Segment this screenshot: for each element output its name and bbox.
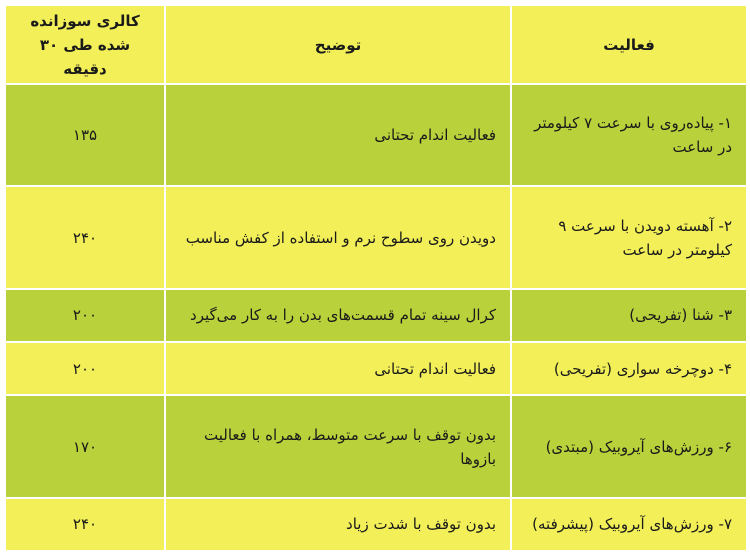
activity-cell: ۷- ورزش‌های آیروبیک (پیشرفته) — [511, 498, 747, 551]
description-cell: دویدن روی سطوح نرم و استفاده از کفش مناسب — [165, 186, 511, 288]
description-cell: بدون توقف با شدت زیاد — [165, 498, 511, 551]
table-row — [5, 84, 747, 186]
calories-cell: ۱۳۵ — [5, 84, 165, 186]
calories-cell: ۲۴۰ — [5, 498, 165, 551]
header-calories: کالری سوزانده شده طی ۳۰ دقیقه — [5, 5, 165, 84]
calories-cell: ۲۰۰ — [5, 342, 165, 395]
calories-cell: ۲۰۰ — [5, 289, 165, 342]
activity-cell: ۱- پیاده‌روی با سرعت ۷ کیلومتر در ساعت — [511, 84, 747, 186]
activity-cell: ۴- دوچرخه سواری (تفریحی) — [511, 342, 747, 395]
description-cell: کرال سینه تمام قسمت‌های بدن را به کار می‌گیرد — [165, 289, 511, 342]
table-row — [5, 395, 747, 497]
table-row — [5, 498, 747, 551]
activity-cell: ۲- آهسته دویدن با سرعت ۹ کیلومتر در ساعت — [511, 186, 747, 288]
calories-cell: ۲۴۰ — [5, 186, 165, 288]
description-cell: فعالیت اندام تحتانی — [165, 342, 511, 395]
header-activity: فعالیت — [511, 5, 747, 84]
description-cell: فعالیت اندام تحتانی — [165, 84, 511, 186]
table-row — [5, 342, 747, 395]
description-cell: بدون توقف با سرعت متوسط، همراه با فعالیت بازوها — [165, 395, 511, 497]
calorie-table — [4, 4, 748, 552]
header-description: توضیح — [165, 5, 511, 84]
table-row — [5, 186, 747, 288]
table-row — [5, 289, 747, 342]
calories-cell: ۱۷۰ — [5, 395, 165, 497]
activity-cell: ۶- ورزش‌های آیروبیک (مبتدی) — [511, 395, 747, 497]
activity-cell: ۳- شنا (تفریحی) — [511, 289, 747, 342]
header-row — [5, 5, 747, 84]
